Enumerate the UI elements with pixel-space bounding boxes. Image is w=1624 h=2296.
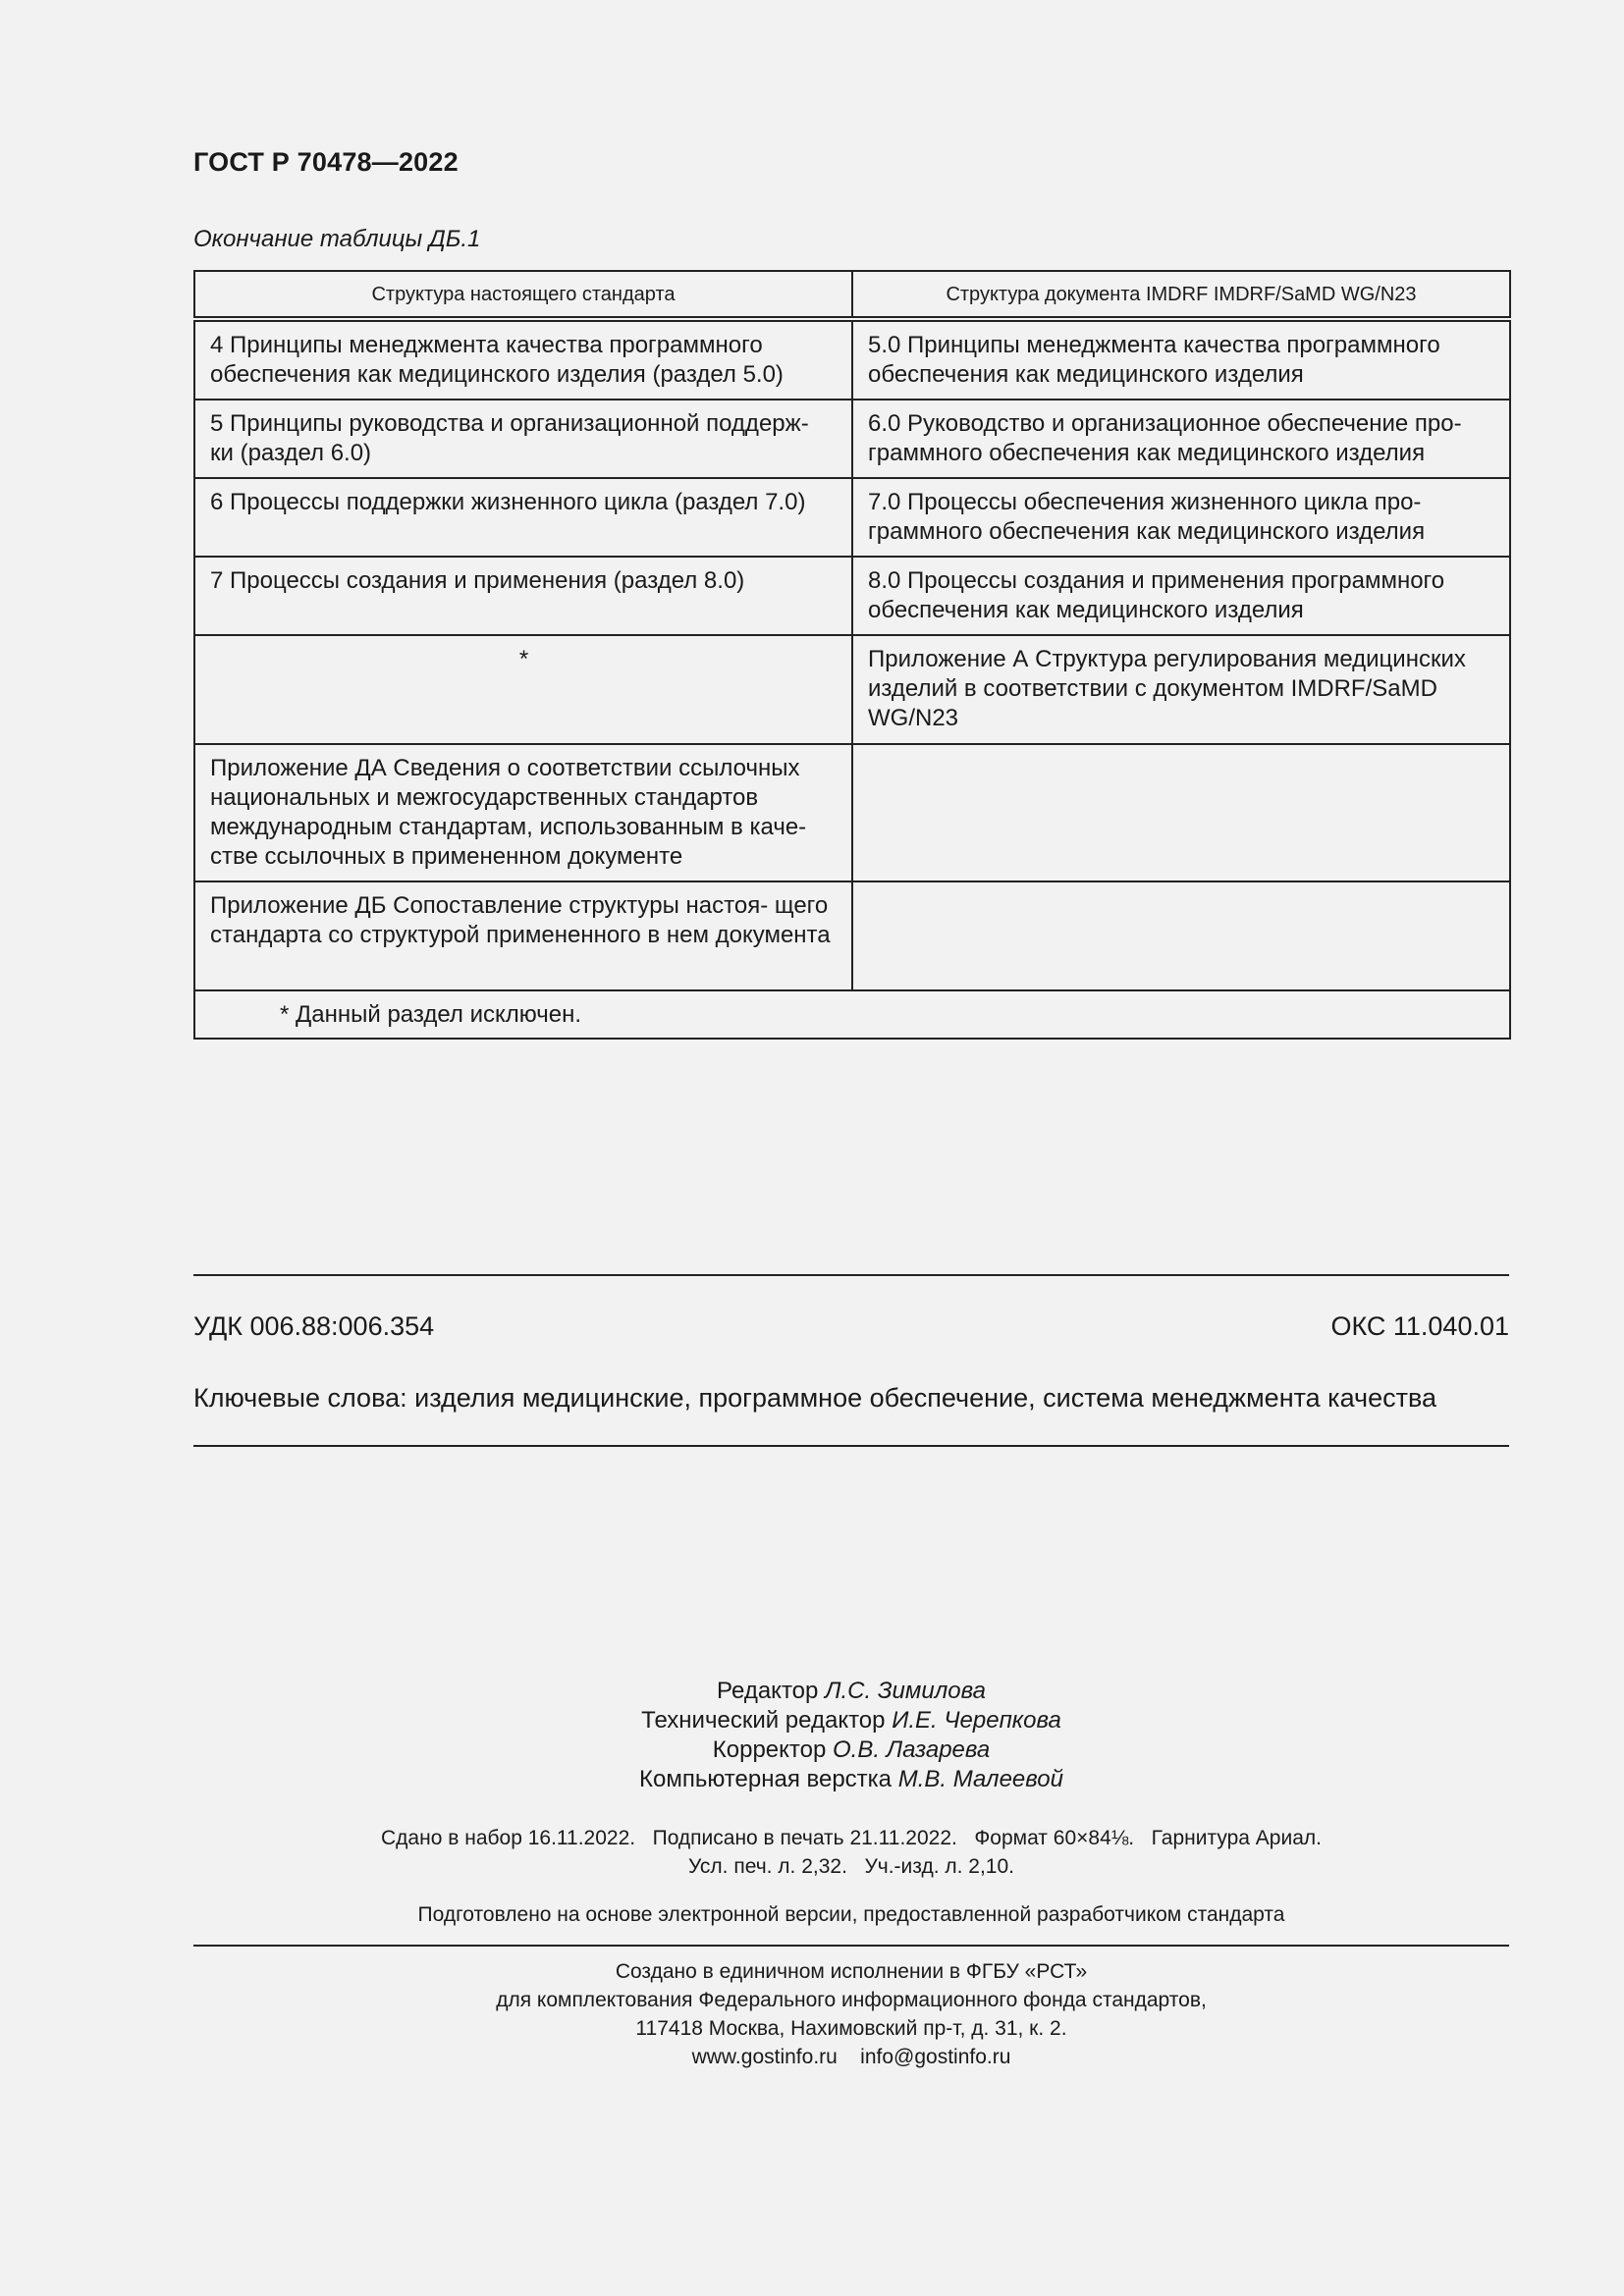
table-cell: Приложение ДА Сведения о соответствии ссылочных национальных и межгосударственных стандартов международным стандартам, использованным в каче- стве ссылочных в примененном документе — [194, 744, 852, 881]
table-cell: 6 Процессы поддержки жизненного цикла (раздел 7.0) — [194, 478, 852, 557]
credit-name: О.В. Лазарева — [833, 1736, 991, 1763]
table-row — [194, 881, 1510, 990]
table-cell: 8.0 Процессы создания и применения программного обеспечения как медицинского изделия — [852, 557, 1510, 635]
table-footnote: * Данный раздел исключен. — [194, 990, 1510, 1039]
table-row — [194, 557, 1510, 635]
print-info — [193, 1824, 1509, 1881]
prepared-note: Подготовлено на основе электронной версии, предоставленной разработчиком стандарта — [417, 1903, 1285, 1926]
table-row — [194, 400, 1510, 478]
credit-name: Л.С. Зимилова — [825, 1678, 986, 1704]
document-code: ГОСТ Р 70478—2022 — [193, 147, 459, 177]
print-info-line: Сдано в набор 16.11.2022. Подписано в печать 21.11.2022. Формат 60×84⅛. Гарнитура Ариал. — [381, 1827, 1322, 1849]
divider-keywords — [193, 1445, 1509, 1447]
table-cell-empty — [852, 881, 1510, 990]
credit-name: М.В. Малеевой — [897, 1766, 1063, 1792]
credit-role: Технический редактор — [641, 1707, 886, 1734]
publisher-block — [193, 1957, 1509, 2071]
credit-editor — [193, 1677, 1509, 1706]
table-row — [194, 319, 1510, 400]
table-cell: 7 Процессы создания и применения (раздел 8.0) — [194, 557, 852, 635]
table-row — [194, 478, 1510, 557]
table-cell: Приложение ДБ Сопоставление структуры настоя- щего стандарта со структурой примененного в нем документа — [194, 881, 852, 990]
credit-corrector — [193, 1735, 1509, 1765]
table-cell-empty — [852, 744, 1510, 881]
column-header: Структура настоящего стандарта — [194, 271, 852, 319]
divider-publisher — [193, 1945, 1509, 1947]
table-cell: 6.0 Руководство и организационное обеспечение про- граммного обеспечения как медицинского изделия — [852, 400, 1510, 478]
table-caption: Окончание таблицы ДБ.1 — [193, 226, 481, 252]
structure-comparison-table — [193, 270, 1511, 1040]
table-row — [194, 744, 1510, 881]
udk-code: УДК 006.88:006.354 — [193, 1311, 435, 1341]
oks-code: ОКС 11.040.01 — [1330, 1311, 1509, 1341]
print-info-line: Усл. печ. л. 2,32. Уч.-изд. л. 2,10. — [687, 1855, 1014, 1878]
table-cell: 5 Принципы руководства и организационной поддерж- ки (раздел 6.0) — [194, 400, 852, 478]
table-cell: Приложение А Структура регулирования медицинских изделий в соответствии с документом IMDRF/SaMD WG/N23 — [852, 635, 1510, 744]
table-row — [194, 635, 1510, 744]
table-cell: 5.0 Принципы менеджмента качества программного обеспечения как медицинского изделия — [852, 319, 1510, 400]
table-cell-excluded-marker: * — [194, 635, 852, 744]
credit-role: Корректор — [712, 1736, 827, 1763]
column-header: Структура документа IMDRF IMDRF/SaMD WG/N23 — [852, 271, 1510, 319]
table-footnote-row — [194, 990, 1510, 1039]
keywords: Ключевые слова: изделия медицинские, программное обеспечение, система менеджмента качества — [193, 1383, 1437, 1413]
publisher-line: для комплектования Федерального информационного фонда стандартов, — [496, 1989, 1207, 2011]
credit-role: Компьютерная верстка — [639, 1766, 893, 1792]
table-cell: 7.0 Процессы обеспечения жизненного цикла про- граммного обеспечения как медицинского изделия — [852, 478, 1510, 557]
publisher-contacts: www.gostinfo.ru info@gostinfo.ru — [691, 2046, 1011, 2068]
credit-tech-editor — [193, 1706, 1509, 1735]
table-cell: 4 Принципы менеджмента качества программного обеспечения как медицинского изделия (раздел 5.0) — [194, 319, 852, 400]
divider-top — [193, 1274, 1509, 1276]
table-header-row — [194, 271, 1510, 319]
credit-name: И.Е. Черепкова — [892, 1707, 1061, 1734]
credits-block — [193, 1677, 1509, 1794]
credit-role: Редактор — [717, 1678, 819, 1704]
credit-layout — [193, 1765, 1509, 1794]
publisher-line: Создано в единичном исполнении в ФГБУ «РСТ» — [615, 1960, 1088, 1983]
publisher-line: 117418 Москва, Нахимовский пр-т, д. 31, к. 2. — [635, 2017, 1067, 2040]
